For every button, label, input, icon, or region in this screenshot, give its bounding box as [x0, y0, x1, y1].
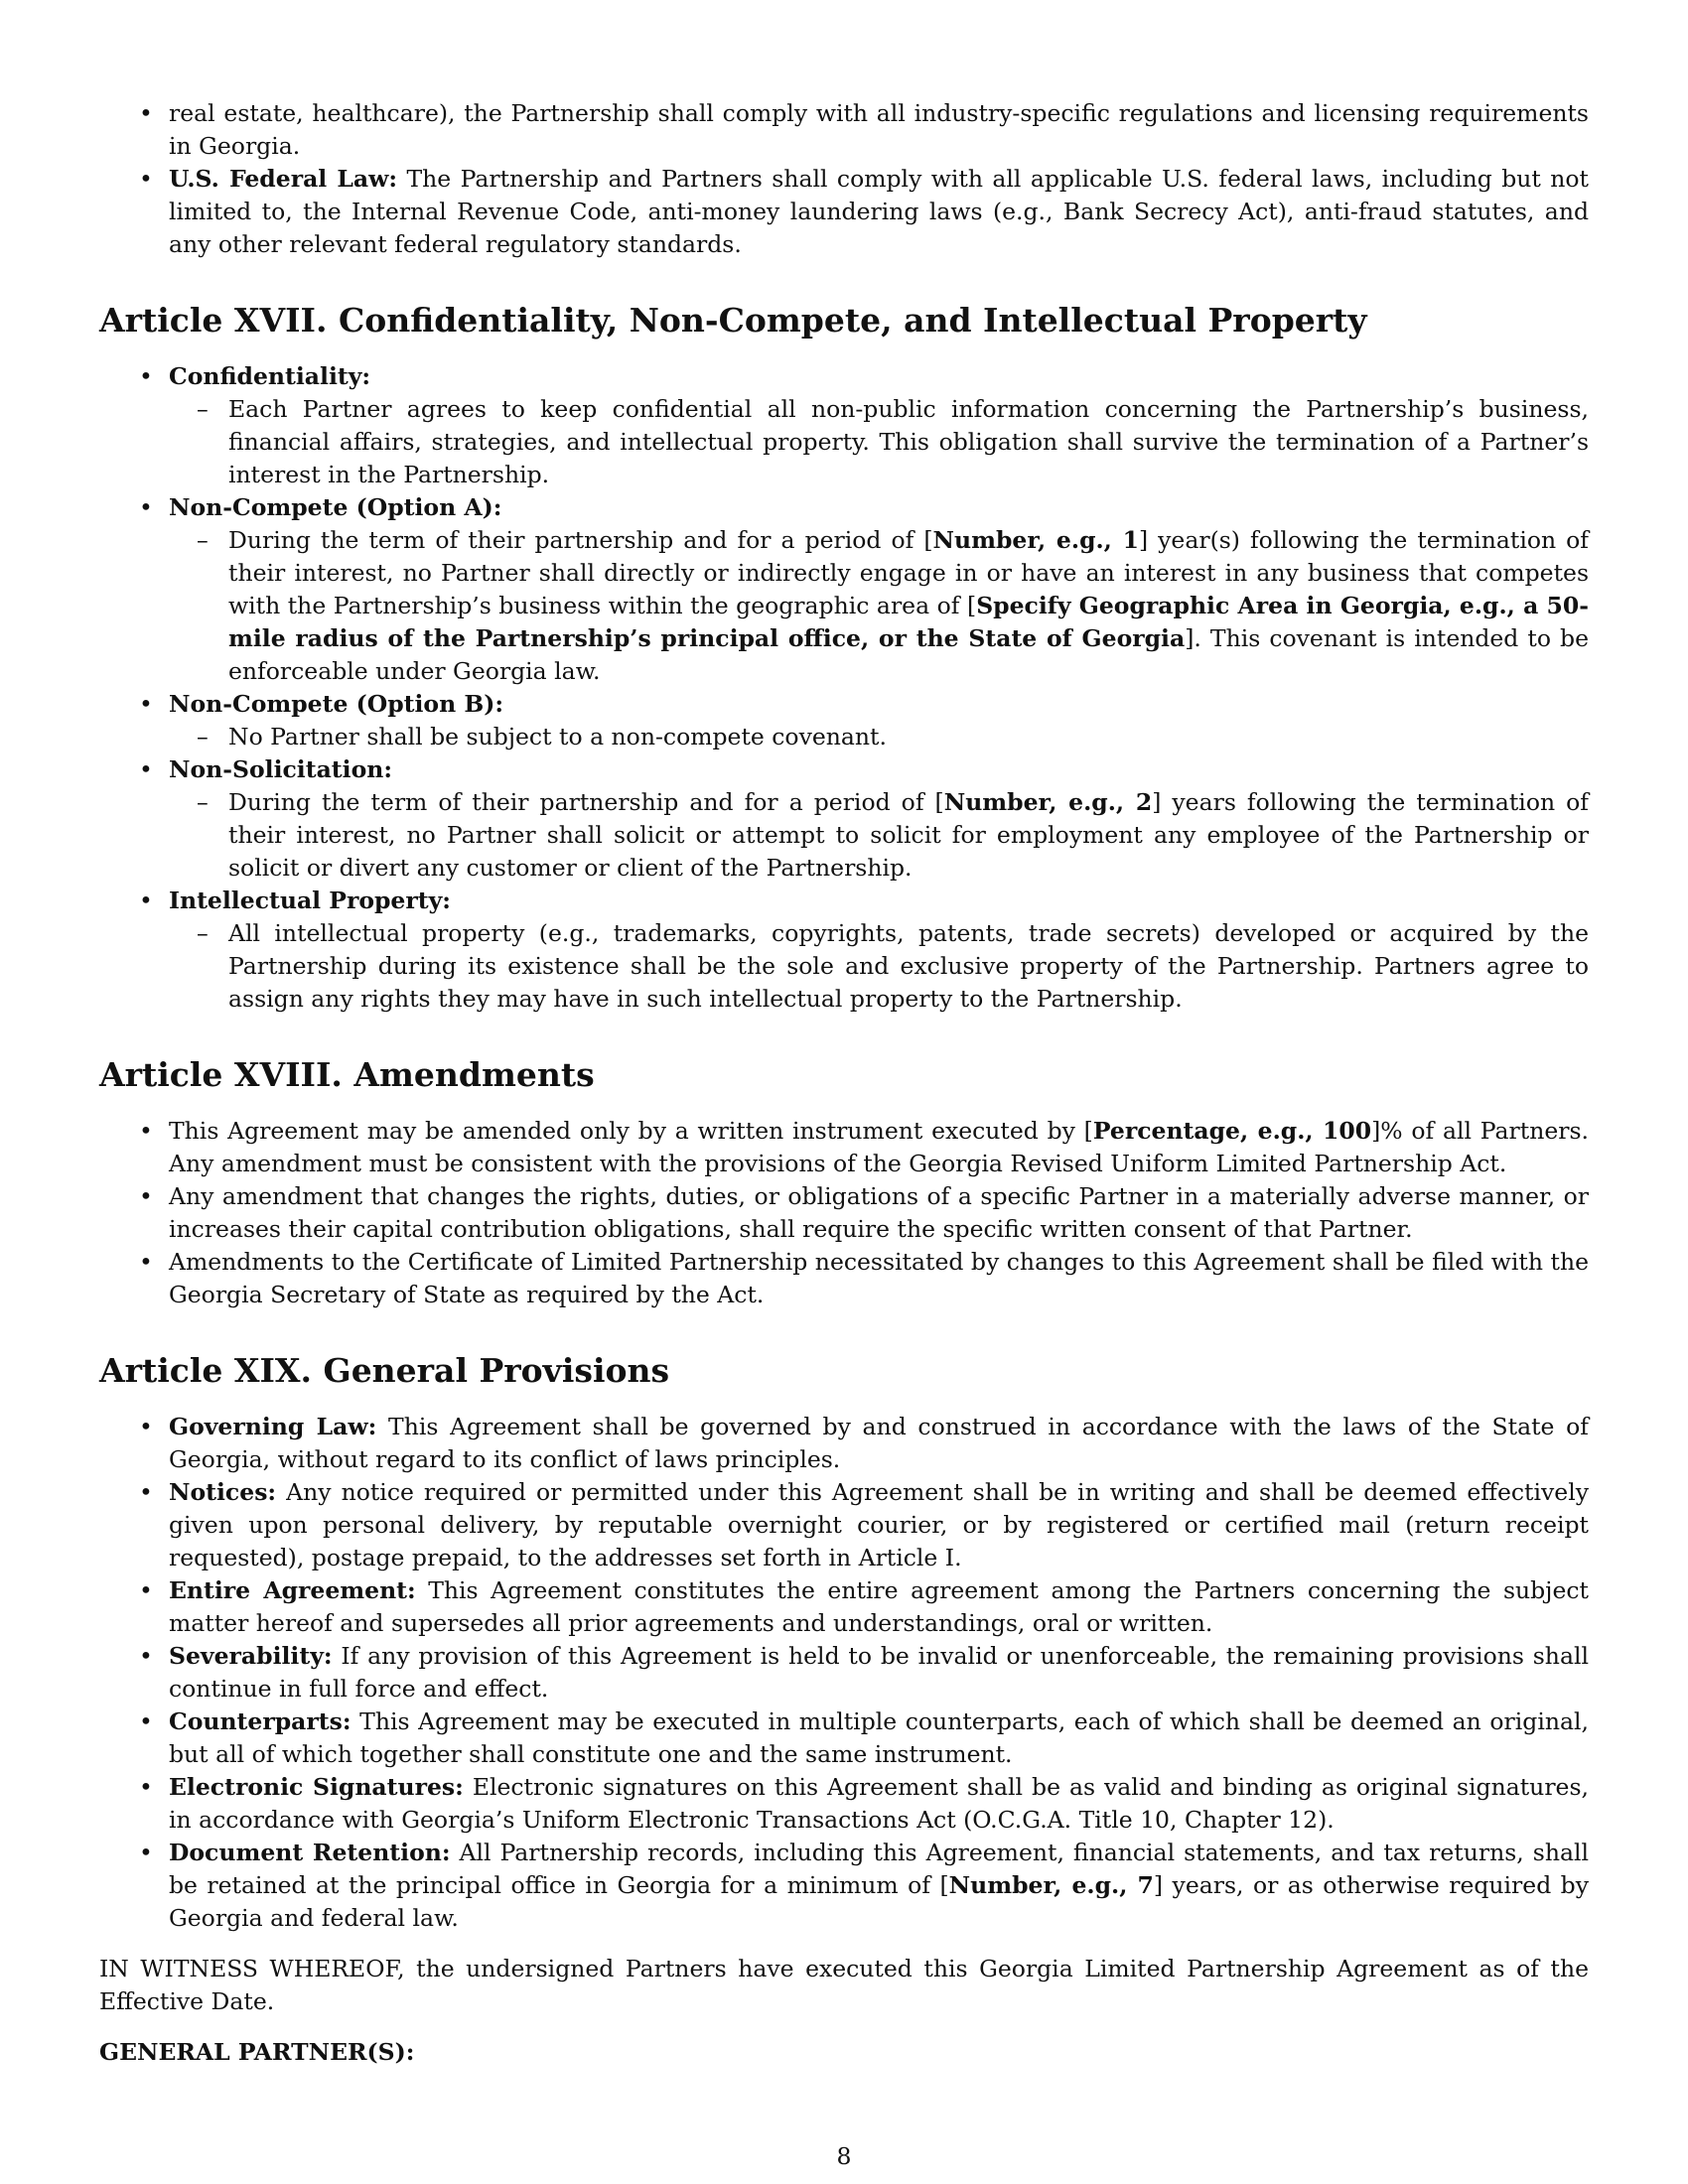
- list-item: [99, 1706, 1589, 1771]
- sub-item-text: Each Partner agrees to keep confidential all non-public information concerning the Partnership’s business, financial affairs, strategies, and intellectual property. This obligation shall survive the termination of a Partner’s interest in the Partnership.: [228, 395, 1589, 488]
- item-text: This Agreement may be amended only by a written instrument executed by [: [169, 1117, 1093, 1145]
- article-17-list: [99, 360, 1589, 1016]
- item-label: Counterparts:: [169, 1707, 352, 1735]
- item-text: ] years, or as otherwise required by Georgia and federal law.: [169, 1871, 1590, 1932]
- list-item: [99, 688, 1589, 753]
- placeholder-text: Number, e.g., 1: [932, 526, 1139, 554]
- item-label: Entire Agreement:: [169, 1576, 416, 1604]
- list-item: [99, 97, 1589, 163]
- item-label: Non-Compete (Option B):: [169, 690, 504, 718]
- item-text: Electronic signatures on this Agreement shall be as valid and binding as original signatures, in accordance with Georgia’s Uniform Electronic Transactions Act (O.C.G.A. Title 10, Chapter 12).: [169, 1773, 1589, 1834]
- page-number: 8: [836, 2142, 852, 2170]
- sub-item-text: ] years following the termination of their interest, no Partner shall solicit or attempt to solicit for employment any employee of the Partnership or solicit or divert any customer or client of the Partnership.: [228, 788, 1589, 882]
- sub-item-text: No Partner shall be subject to a non-compete covenant.: [228, 723, 887, 751]
- list-item: [99, 1837, 1589, 1935]
- item-text: This Agreement shall be governed by and construed in accordance with the laws of the State of Georgia, without regard to its conflict of laws principles.: [169, 1413, 1589, 1473]
- item-text: Amendments to the Certificate of Limited Partnership necessitated by changes to this Agreement shall be filed with the Georgia Secretary of State as required by the Act.: [169, 1248, 1589, 1308]
- sub-item: [169, 917, 1589, 1016]
- article-19-heading: Article XIX. General Provisions: [99, 1351, 670, 1390]
- list-item: [99, 1180, 1589, 1246]
- list-item: [99, 491, 1589, 688]
- list-item: [99, 1574, 1589, 1640]
- item-text: Any amendment that changes the rights, duties, or obligations of a specific Partner in a materially adverse manner, or increases their capital contribution obligations, shall require the specific written consent of that Partner.: [169, 1182, 1589, 1243]
- list-item: [99, 1411, 1589, 1476]
- article-17-heading: Article XVII. Confidentiality, Non-Compete, and Intellectual Property: [99, 301, 1367, 340]
- item-label: Confidentiality:: [169, 362, 371, 390]
- item-text: The Partnership and Partners shall comply with all applicable U.S. federal laws, including but not limited to, the Internal Revenue Code, anti-money laundering laws (e.g., Bank Secrecy Act), anti-fraud statutes, and any other relevant federal regulatory standards.: [169, 165, 1589, 258]
- item-text: If any provision of this Agreement is held to be invalid or unenforceable, the remaining provisions shall continue in full force and effect.: [169, 1642, 1589, 1703]
- list-item: [99, 885, 1589, 1016]
- sub-list: [169, 721, 1589, 753]
- sub-item-text: During the term of their partnership and for a period of [: [228, 788, 944, 816]
- placeholder-text: Percentage, e.g., 100: [1092, 1117, 1372, 1145]
- list-item: [99, 753, 1589, 885]
- item-text: This Agreement constitutes the entire agreement among the Partners concerning the subject matter hereof and supersedes all prior agreements and understandings, oral or written.: [169, 1576, 1589, 1637]
- placeholder-text: Number, e.g., 2: [943, 788, 1153, 816]
- item-text: Any notice required or permitted under this Agreement shall be in writing and shall be deemed effectively given upon personal delivery, by reputable overnight courier, or by registered or certified mail (return receipt requested), postage prepaid, to the addresses set forth in Article I.: [169, 1478, 1589, 1571]
- item-label: Intellectual Property:: [169, 887, 451, 914]
- sub-list: [169, 917, 1589, 1016]
- sub-item: [169, 721, 1589, 753]
- placeholder-text: Specify Geographic Area in Georgia, e.g., a 50-mile radius of the Partnership’s principal office, or the State of Georgia: [228, 592, 1590, 652]
- sub-item: [169, 786, 1589, 885]
- list-item: [99, 1246, 1589, 1311]
- sub-item-text: During the term of their partnership and for a period of [: [228, 526, 933, 554]
- item-label: Non-Compete (Option A):: [169, 493, 502, 521]
- article-19-list: [99, 1411, 1589, 1935]
- placeholder-text: Number, e.g., 7: [948, 1871, 1154, 1899]
- continued-text: real estate, healthcare), the Partnership shall comply with all industry-specific regulations and licensing requirements in Georgia.: [169, 99, 1589, 160]
- list-item: [99, 1476, 1589, 1574]
- article-18-list: [99, 1115, 1589, 1311]
- sub-list: [169, 786, 1589, 885]
- item-label: Governing Law:: [169, 1413, 377, 1440]
- list-item: [99, 1771, 1589, 1837]
- item-text: All Partnership records, including this Agreement, financial statements, and tax returns, shall be retained at the principal office in Georgia for a minimum of [: [169, 1839, 1589, 1899]
- sub-item-text: ] year(s) following the termination of their interest, no Partner shall directly or indirectly engage in or have an interest in any business that competes with the Partnership’s business within the geographic area of [: [228, 526, 1589, 619]
- article-18-heading: Article XVIII. Amendments: [99, 1055, 595, 1094]
- item-label: Notices:: [169, 1478, 277, 1506]
- item-text: This Agreement may be executed in multiple counterparts, each of which shall be deemed an original, but all of which together shall constitute one and the same instrument.: [169, 1707, 1589, 1768]
- document-page: [99, 97, 1589, 2069]
- list-item: [99, 360, 1589, 491]
- item-label: U.S. Federal Law:: [169, 165, 398, 193]
- sub-item-text: All intellectual property (e.g., trademarks, copyrights, patents, trade secrets) developed or acquired by the Partnership during its existence shall be the sole and exclusive property of the Partnership. Partners agree to assign any rights they may have in such intellectual property to the Partnership.: [228, 919, 1589, 1013]
- sub-list: [169, 393, 1589, 491]
- witness-paragraph: IN WITNESS WHEREOF, the undersigned Partners have executed this Georgia Limited Partnership Agreement as of the Effective Date.: [99, 1955, 1589, 2015]
- sub-item-text: ]. This covenant is intended to be enforceable under Georgia law.: [228, 624, 1589, 685]
- item-label: Non-Solicitation:: [169, 755, 393, 783]
- sub-item: [169, 393, 1589, 491]
- item-label: Severability:: [169, 1642, 333, 1670]
- top-list: [99, 97, 1589, 261]
- list-item: [99, 1640, 1589, 1706]
- sub-item: [169, 524, 1589, 688]
- list-item: [99, 1115, 1589, 1180]
- general-partners-heading: GENERAL PARTNER(S):: [99, 2038, 415, 2066]
- sub-list: [169, 524, 1589, 688]
- item-text: ]% of all Partners. Any amendment must be consistent with the provisions of the Georgia Revised Uniform Limited Partnership Act.: [169, 1117, 1589, 1177]
- list-item: [99, 163, 1589, 261]
- item-label: Document Retention:: [169, 1839, 451, 1866]
- item-label: Electronic Signatures:: [169, 1773, 464, 1801]
